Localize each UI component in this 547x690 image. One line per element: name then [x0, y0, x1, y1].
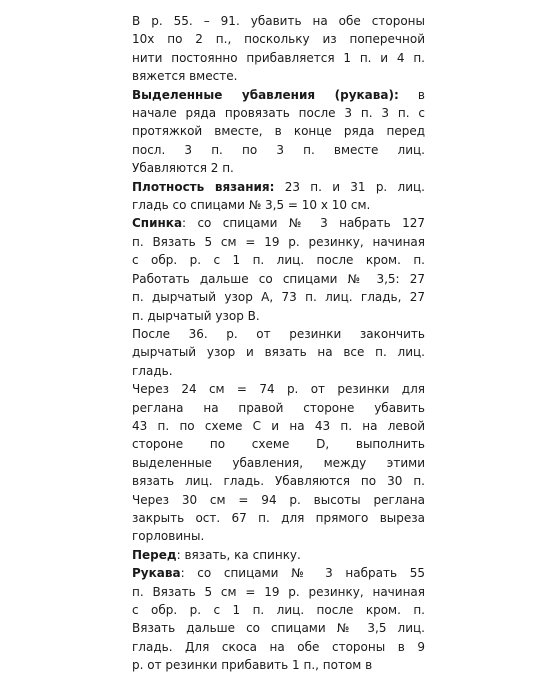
text-line — [132, 251, 425, 269]
line-text: стороне по схеме D, выполнить — [132, 437, 425, 452]
line-text: протяжкой вместе, в конце ряда перед — [132, 124, 425, 139]
line-text: с обр. р. с 1 п. лиц. после кром. п. — [132, 253, 425, 268]
line-text: посл. 3 п. по 3 п. вместе лиц. — [132, 142, 425, 157]
bold-heading: Рукава — [132, 566, 181, 581]
text-line — [132, 196, 425, 214]
text-line — [132, 472, 425, 490]
line-text: горловины. — [132, 529, 205, 544]
bold-heading: Спинка — [132, 216, 183, 231]
line-text: закрыть ост. 67 п. для прямого выреза — [132, 510, 425, 525]
line-text: 23 п. и 31 р. лиц. — [274, 179, 425, 194]
text-line — [132, 564, 425, 582]
line-text: Через 30 см = 94 р. высоты реглана — [132, 492, 425, 507]
line-text: выделенные убавления, между этими — [132, 455, 425, 470]
text-line — [132, 435, 425, 453]
line-text: : вязать, ка спинку. — [176, 547, 301, 562]
text-line — [132, 307, 425, 325]
knitting-instructions-text — [132, 12, 425, 675]
text-line — [132, 233, 425, 251]
text-line — [132, 104, 425, 122]
line-text: Вязать дальше со спицами № 3,5 лиц. — [132, 621, 425, 636]
text-line — [132, 380, 425, 398]
paragraph — [132, 564, 425, 674]
bold-heading: Перед — [132, 547, 177, 562]
line-text: 43 п. по схеме С и на 43 п. на левой — [132, 418, 425, 433]
text-line — [132, 417, 425, 435]
line-text: начале ряда провязать после 3 п. 3 п. с — [132, 106, 425, 121]
text-line — [132, 601, 425, 619]
line-text: гладь. — [132, 363, 173, 378]
line-text: гладь со спицами № 3,5 = 10 х 10 см. — [132, 198, 371, 213]
text-line — [132, 362, 425, 380]
line-text: : со спицами № 3 набрать 127 — [182, 216, 425, 231]
line-text: п. Вязать 5 см = 19 р. резинку, начиная — [132, 234, 425, 249]
line-text: с обр. р. с 1 п. лиц. после кром. п. — [132, 603, 425, 617]
text-line — [132, 325, 425, 343]
line-text: 10х по 2 п., поскольку из поперечной — [132, 32, 425, 47]
text-line — [132, 491, 425, 509]
text-line — [132, 454, 425, 472]
text-line — [132, 49, 425, 67]
text-line — [132, 30, 425, 48]
line-text: дырчатый узор и вязать на все п. лиц. — [132, 345, 425, 360]
text-line — [132, 343, 425, 361]
paragraph — [132, 325, 425, 380]
line-text: После 36. р. от резинки закончить — [132, 326, 425, 341]
paragraph — [132, 214, 425, 324]
text-line — [132, 656, 425, 674]
text-line — [132, 270, 425, 288]
line-text: п. Вязать 5 см = 19 р. резинку, начиная — [132, 584, 425, 599]
line-text: Через 24 см = 74 р. от резинки для — [132, 382, 425, 397]
text-line — [132, 159, 425, 177]
line-text: р. от резинки прибавить 1 п., потом в — [132, 658, 373, 673]
text-line — [132, 638, 425, 656]
line-text: вяжется вместе. — [132, 69, 238, 84]
text-line — [132, 527, 425, 545]
paragraph — [132, 380, 425, 546]
line-text: : со спицами № 3 набрать 55 — [180, 566, 425, 581]
text-line — [132, 122, 425, 140]
bold-heading: Плотность вязания: — [132, 179, 275, 194]
line-text: в — [398, 87, 425, 102]
text-line — [132, 546, 425, 564]
paragraph — [132, 12, 425, 86]
text-line — [132, 509, 425, 527]
line-text: гладь. Для скоса на обе стороны в 9 — [132, 639, 425, 654]
paragraph — [132, 178, 425, 215]
text-line — [132, 214, 425, 232]
text-line — [132, 12, 425, 30]
text-line — [132, 141, 425, 159]
text-line — [132, 288, 425, 306]
text-line — [132, 86, 425, 104]
line-text: п. дырчатый узор А, 73 п. лиц. гладь, 27 — [132, 290, 425, 305]
line-text: нити постоянно прибавляется 1 п. и 4 п. — [132, 50, 425, 65]
bold-heading: Выделенные убавления (рукава): — [132, 87, 399, 102]
line-text: Работать дальше со спицами № 3,5: 27 — [132, 271, 425, 286]
text-line — [132, 399, 425, 417]
paragraph — [132, 546, 425, 564]
line-text: п. дырчатый узор В. — [132, 308, 260, 323]
line-text: вязать лиц. гладь. Убавляются по 30 п. — [132, 474, 425, 489]
text-line — [132, 619, 425, 637]
text-line — [132, 178, 425, 196]
line-text: Убавляются 2 п. — [132, 161, 234, 176]
text-line — [132, 67, 425, 85]
line-text: реглана на правой стороне убавить — [132, 400, 425, 415]
paragraph — [132, 86, 425, 178]
text-line — [132, 583, 425, 601]
line-text: В р. 55. – 91. убавить на обе стороны — [132, 14, 425, 28]
